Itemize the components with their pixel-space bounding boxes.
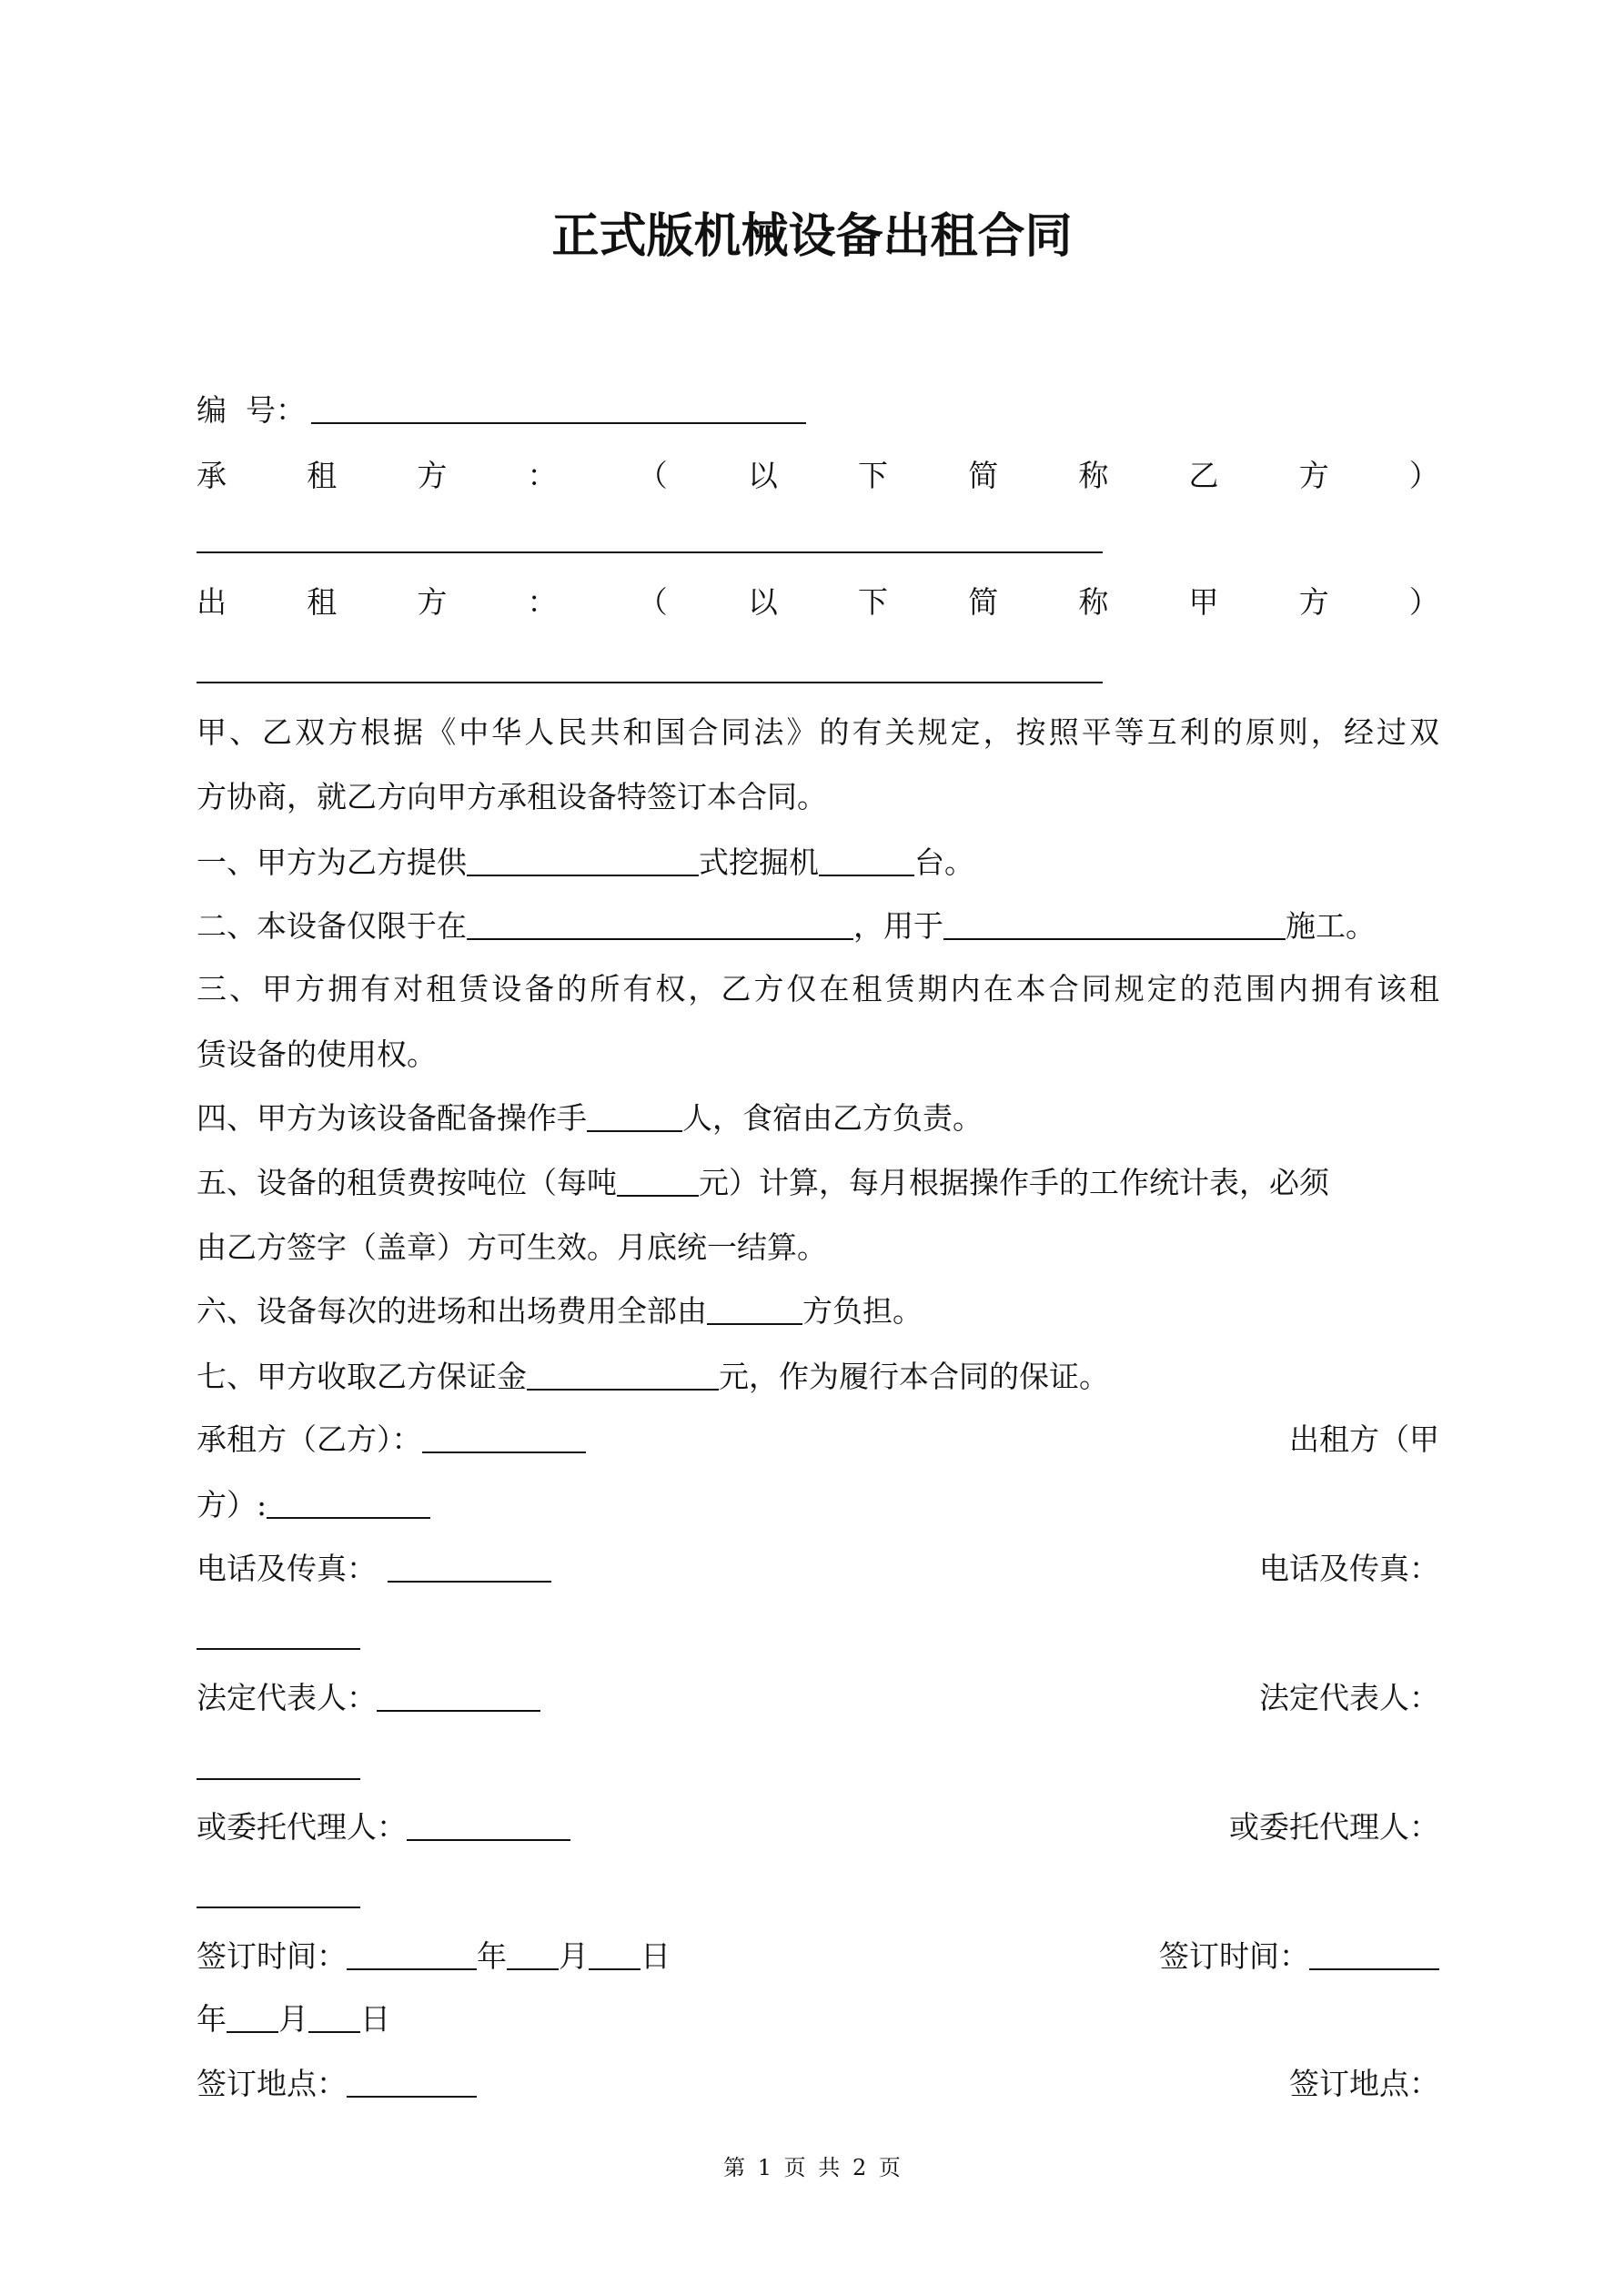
spaced-char: 租 xyxy=(307,584,338,620)
spaced-char: 方 xyxy=(417,584,448,620)
lessor-rep-blank[interactable] xyxy=(197,1744,360,1780)
lessee-rep-label: 法定代表人： xyxy=(197,1680,377,1715)
legal-rep-row xyxy=(197,1675,1439,1721)
operator-count-blank[interactable] xyxy=(587,1096,682,1132)
lessor-blank[interactable] xyxy=(197,647,1103,683)
clause-text: 施工。 xyxy=(1286,908,1376,944)
clause-text: 七、甲方收取乙方保证金 xyxy=(197,1359,527,1394)
clause-text: 人，食宿由乙方负责。 xyxy=(682,1100,983,1136)
day-label: 日 xyxy=(360,2001,390,2037)
spaced-char: 甲 xyxy=(1188,584,1219,620)
lessor-year-blank[interactable] xyxy=(1309,1934,1439,1970)
clause-text: 一、甲方为乙方提供 xyxy=(197,845,467,880)
quantity-blank[interactable] xyxy=(819,840,914,876)
spaced-char: 下 xyxy=(858,584,889,620)
month-label: 月 xyxy=(278,2001,308,2037)
lessee-month-blank[interactable] xyxy=(507,1934,559,1970)
spaced-char: ： xyxy=(527,458,558,493)
location-blank[interactable] xyxy=(467,904,853,940)
lessee-phone-label: 电话及传真： xyxy=(197,1551,377,1586)
spaced-char: 简 xyxy=(968,458,999,493)
clause-text: 四、甲方为该设备配备操作手 xyxy=(197,1100,587,1136)
spaced-char: （ xyxy=(637,458,668,493)
year-label: 年 xyxy=(197,2001,227,2037)
spaced-char: 方 xyxy=(1298,584,1329,620)
lessee-agent-blank[interactable] xyxy=(407,1805,570,1841)
clause-7 xyxy=(197,1354,1439,1400)
lessee-row xyxy=(197,453,1439,499)
clause-text: 元）计算，每月根据操作手的工作统计表，必须 xyxy=(699,1165,1329,1200)
lessor-sign-label: 出租方（甲 xyxy=(1289,1421,1439,1457)
clause-2 xyxy=(197,904,1439,949)
fee-party-blank[interactable] xyxy=(707,1289,802,1325)
spaced-char: 简 xyxy=(968,584,999,620)
party-signature-row xyxy=(197,1417,1439,1462)
lessor-phone-row xyxy=(197,1613,1439,1659)
lessor-agent-row xyxy=(197,1872,1439,1917)
clause-text: 式挖掘机 xyxy=(699,845,819,880)
clause-text: 台。 xyxy=(914,845,974,880)
clause-text: ，用于 xyxy=(853,908,943,944)
spaced-char: 称 xyxy=(1078,584,1109,620)
model-blank[interactable] xyxy=(467,840,699,876)
spaced-char: 方 xyxy=(1298,458,1329,493)
clause-text: 元，作为履行本合同的保证。 xyxy=(719,1359,1109,1394)
lessor-month-blank[interactable] xyxy=(227,1997,278,2033)
spaced-char: 租 xyxy=(307,458,338,493)
clause-5-line-1 xyxy=(197,1160,1439,1206)
lessor-place-label: 签订地点： xyxy=(1289,2066,1439,2101)
lessee-blank[interactable] xyxy=(197,517,1103,553)
clause-text: 二、本设备仅限于在 xyxy=(197,908,467,944)
spaced-char: 承 xyxy=(197,458,227,493)
spaced-char: ） xyxy=(1408,458,1439,493)
clause-6 xyxy=(197,1289,1439,1334)
clause-1 xyxy=(197,840,1439,885)
lessee-sign-blank[interactable] xyxy=(422,1417,586,1453)
lessor-signature-row xyxy=(197,1482,1439,1528)
lessee-year-blank[interactable] xyxy=(347,1934,477,1970)
deposit-blank[interactable] xyxy=(527,1354,719,1391)
project-blank[interactable] xyxy=(943,904,1286,940)
lessee-rep-blank[interactable] xyxy=(377,1675,540,1712)
lessor-rep-label: 法定代表人： xyxy=(1259,1680,1439,1715)
rate-blank[interactable] xyxy=(617,1160,699,1197)
spaced-char: 下 xyxy=(858,458,889,493)
page-footer: 第 1 页 共 2 页 xyxy=(723,2155,901,2180)
lessor-sign-blank[interactable] xyxy=(267,1482,430,1519)
lessor-row xyxy=(197,580,1439,625)
lessor-rep-row xyxy=(197,1744,1439,1789)
spaced-char: 称 xyxy=(1078,458,1109,493)
lessor-blank-row xyxy=(197,647,1439,693)
lessor-day-blank[interactable] xyxy=(308,1997,360,2033)
lessee-day-blank[interactable] xyxy=(589,1934,641,1970)
lessee-place-label: 签订地点： xyxy=(197,2066,347,2101)
clause-5-line-2: 由乙方签字（盖章）方可生效。月底统一结算。 xyxy=(197,1229,827,1265)
contract-number-row xyxy=(197,388,1439,433)
lessee-blank-row xyxy=(197,517,1439,562)
lessor-time-label: 签订时间： xyxy=(1159,1938,1309,1974)
year-label: 年 xyxy=(477,1938,507,1974)
clause-text: 方负担。 xyxy=(802,1293,923,1329)
lessor-agent-blank[interactable] xyxy=(197,1872,360,1908)
lessor-date-row xyxy=(197,1997,1439,2042)
spaced-char: 方 xyxy=(417,458,448,493)
spaced-char: 乙 xyxy=(1188,458,1219,493)
sign-time-row xyxy=(197,1934,1439,1979)
spaced-char: （ xyxy=(637,584,668,620)
intro-line-2: 方协商，就乙方向甲方承租设备特签订本合同。 xyxy=(197,779,827,814)
lessor-sign-label-cont: 方）: xyxy=(197,1487,267,1522)
lessor-agent-label: 或委托代理人： xyxy=(1229,1809,1439,1845)
clause-3-line-1: 三、甲方拥有对租赁设备的所有权，乙方仅在租赁期内在本合同规定的范围内拥有该租 xyxy=(197,971,1439,1006)
spaced-char: ： xyxy=(527,584,558,620)
clause-4 xyxy=(197,1096,1439,1141)
clause-text: 五、设备的租赁费按吨位（每吨 xyxy=(197,1165,617,1200)
spaced-char: 以 xyxy=(747,584,778,620)
intro-line-1: 甲、乙双方根据《中华人民共和国合同法》的有关规定，按照平等互利的原则，经过双 xyxy=(197,714,1439,750)
lessee-agent-label: 或委托代理人： xyxy=(197,1809,407,1845)
lessee-place-blank[interactable] xyxy=(347,2061,477,2098)
lessee-phone-blank[interactable] xyxy=(388,1546,551,1583)
agent-row xyxy=(197,1805,1439,1850)
spaced-char: ） xyxy=(1408,584,1439,620)
lessor-phone-blank[interactable] xyxy=(197,1613,360,1650)
clause-3-line-2: 赁设备的使用权。 xyxy=(197,1037,437,1072)
phone-row xyxy=(197,1546,1439,1592)
lessor-phone-label: 电话及传真： xyxy=(1259,1551,1439,1586)
number-blank[interactable] xyxy=(311,388,806,424)
day-label: 日 xyxy=(641,1938,671,1974)
spaced-char: 出 xyxy=(197,584,227,620)
lessee-time-label: 签订时间： xyxy=(197,1938,347,1974)
lessee-sign-label: 承租方（乙方）： xyxy=(197,1421,422,1457)
month-label: 月 xyxy=(559,1938,589,1974)
number-label: 编 号： xyxy=(197,392,306,428)
spaced-char: 以 xyxy=(747,458,778,493)
clause-text: 六、设备每次的进场和出场费用全部由 xyxy=(197,1293,707,1329)
document-title: 正式版机械设备出租合同 xyxy=(551,208,1073,264)
sign-place-row xyxy=(197,2061,1439,2107)
